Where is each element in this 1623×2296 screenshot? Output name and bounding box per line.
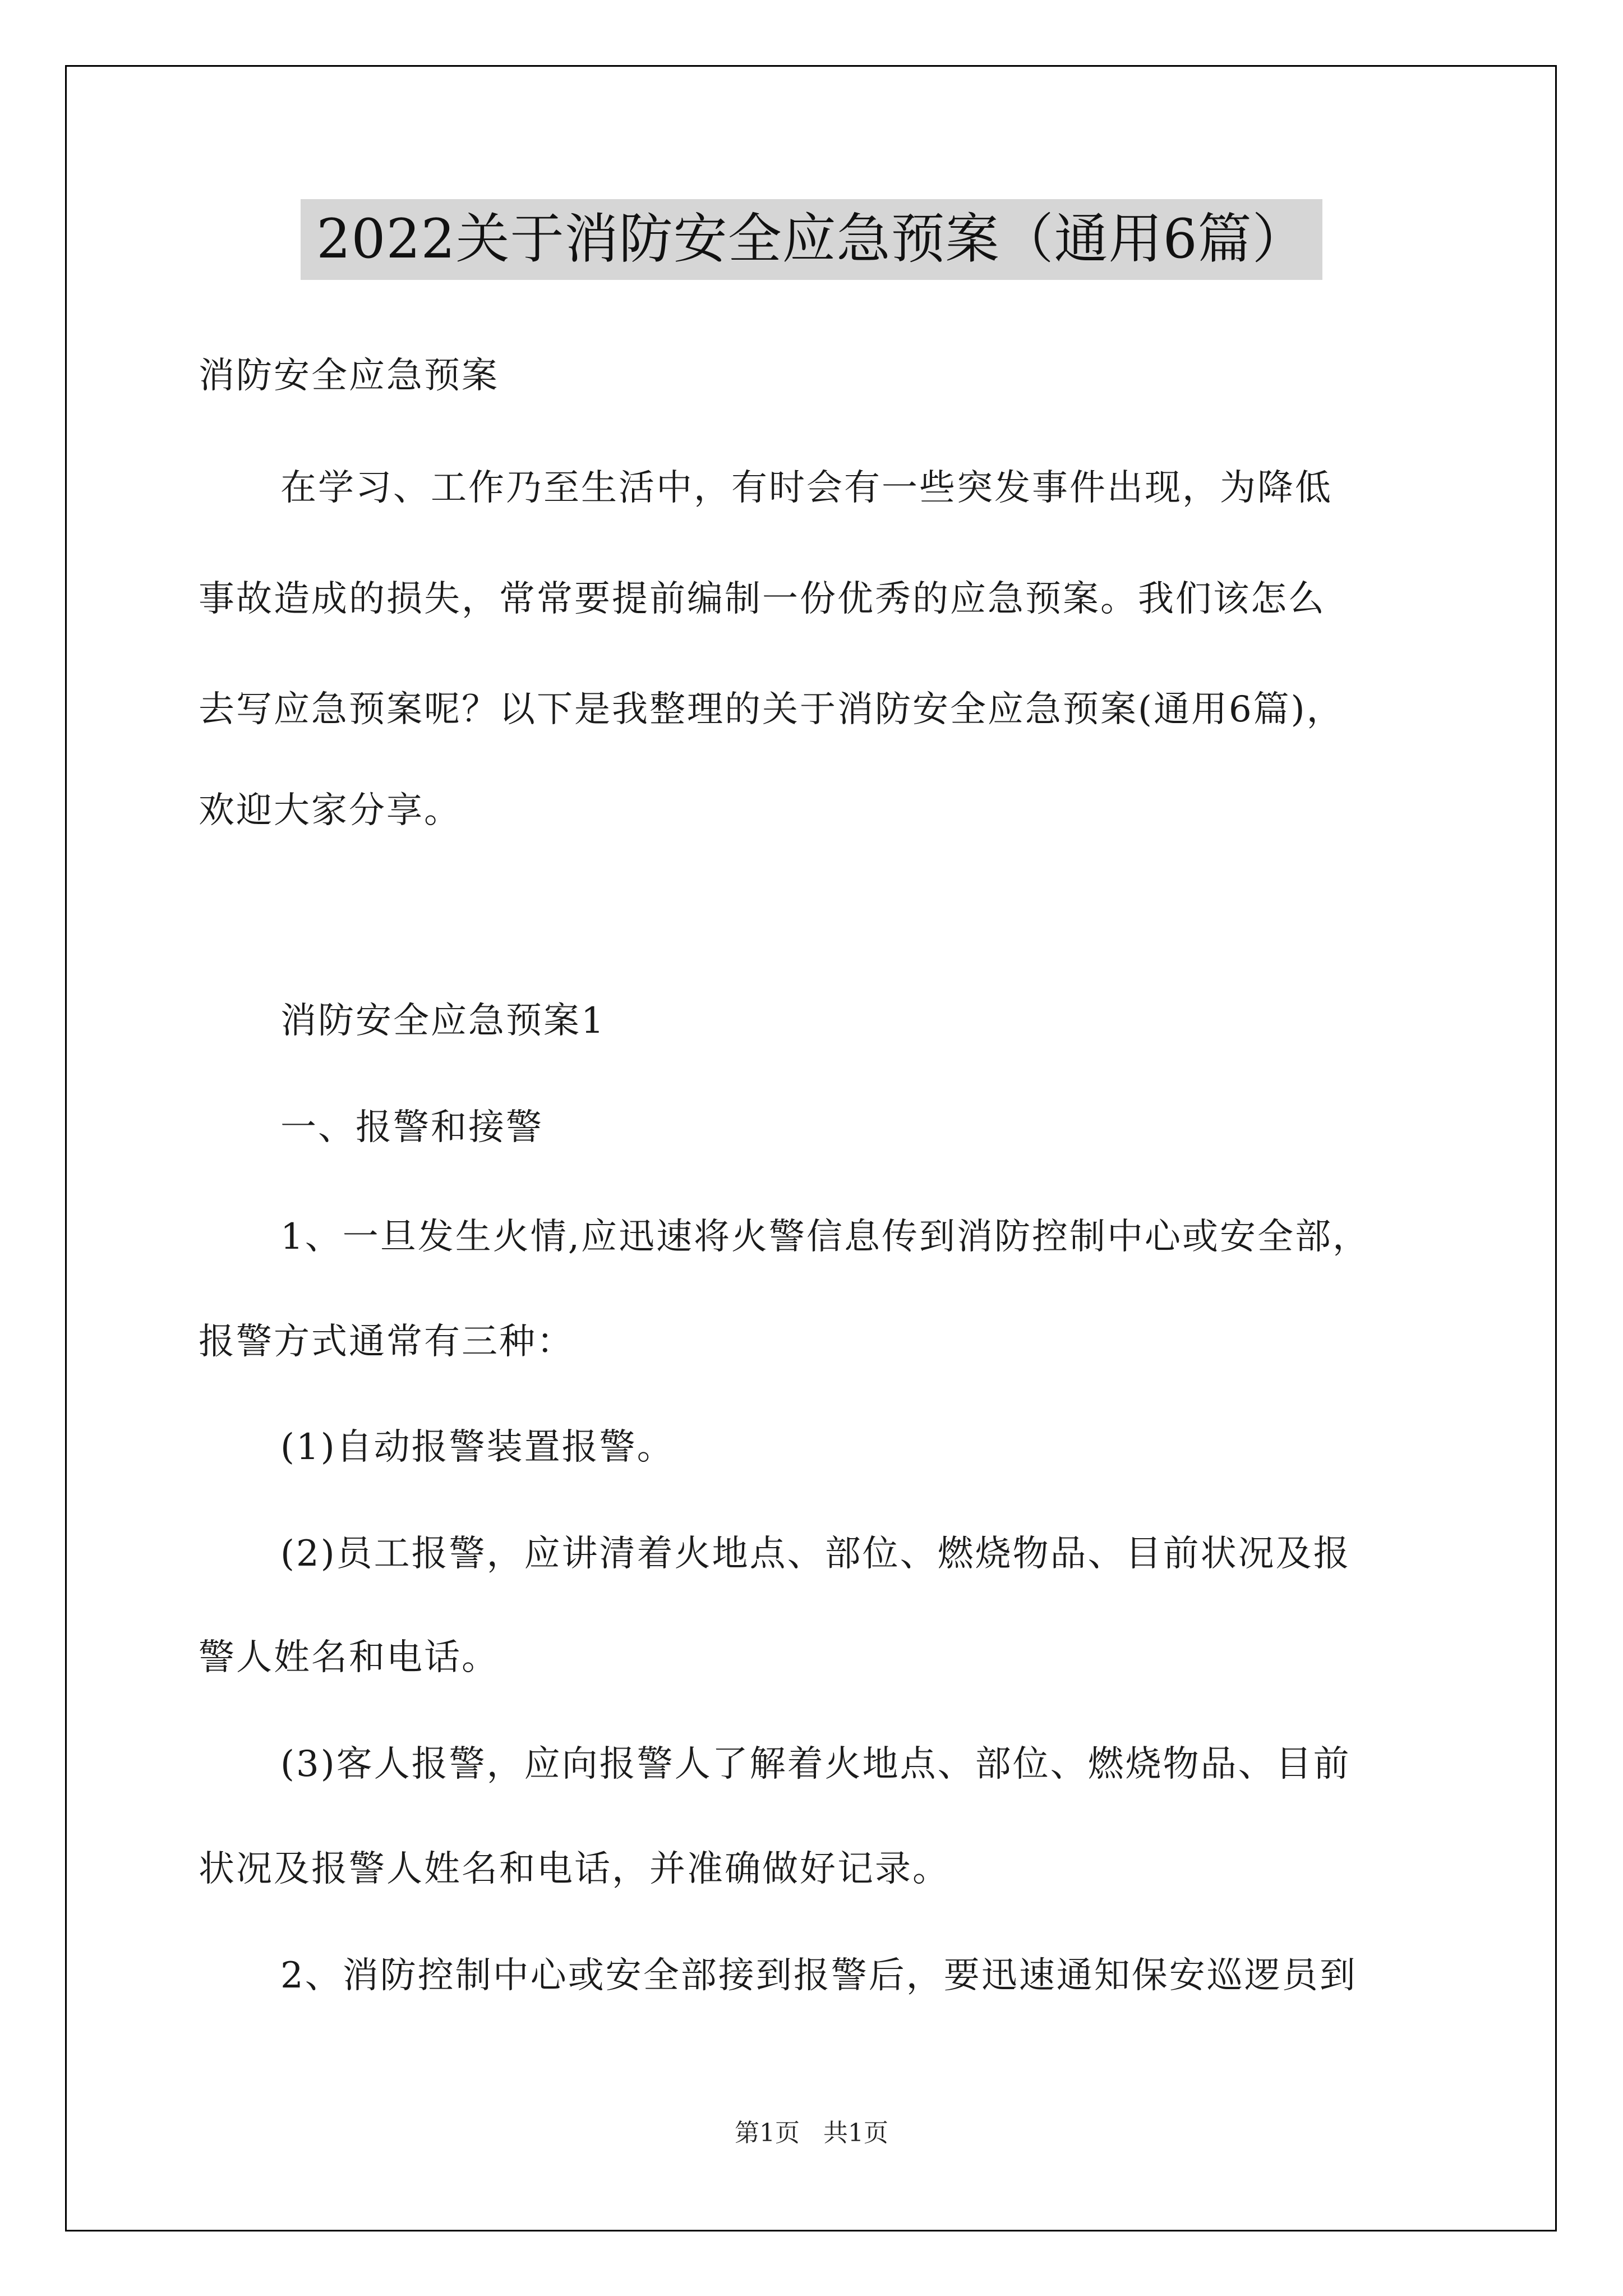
title-container	[0, 199, 1623, 280]
paragraph-line: 在学习、工作乃至生活中，有时会有一些突发事件出现，为降低	[280, 467, 1332, 509]
paragraph-line: 1、一旦发生火情,应迅速将火警信息传到消防控制中心或安全部，	[280, 1216, 1371, 1258]
paragraph-line: 报警方式通常有三种：	[199, 1321, 574, 1363]
paragraph-line: 事故造成的损失，常常要提前编制一份优秀的应急预案。我们该怎么	[199, 578, 1326, 620]
paragraph-line: 状况及报警人姓名和电话，并准确做好记录。	[199, 1848, 950, 1890]
paragraph-line: 去写应急预案呢？以下是我整理的关于消防安全应急预案(通用6篇)，	[199, 689, 1344, 730]
paragraph-line: (2)员工报警，应讲清着火地点、部位、燃烧物品、目前状况及报	[280, 1533, 1351, 1575]
paragraph-line: (3)客人报警，应向报警人了解着火地点、部位、燃烧物品、目前	[280, 1743, 1351, 1785]
page-footer: 第1页 共1页	[735, 2119, 888, 2147]
paragraph-line: 警人姓名和电话。	[199, 1637, 499, 1678]
subsection-heading: 消防安全应急预案1	[280, 1000, 606, 1042]
document-title: 2022关于消防安全应急预案（通用6篇）	[301, 199, 1322, 280]
paragraph-line: 2、消防控制中心或安全部接到报警后，要迅速通知保安巡逻员到	[280, 1955, 1357, 1996]
subsection-heading: 一、报警和接警	[280, 1107, 543, 1148]
section-heading: 消防安全应急预案	[199, 355, 499, 397]
paragraph-line: 欢迎大家分享。	[199, 790, 462, 831]
paragraph-line: (1)自动报警装置报警。	[280, 1427, 675, 1468]
